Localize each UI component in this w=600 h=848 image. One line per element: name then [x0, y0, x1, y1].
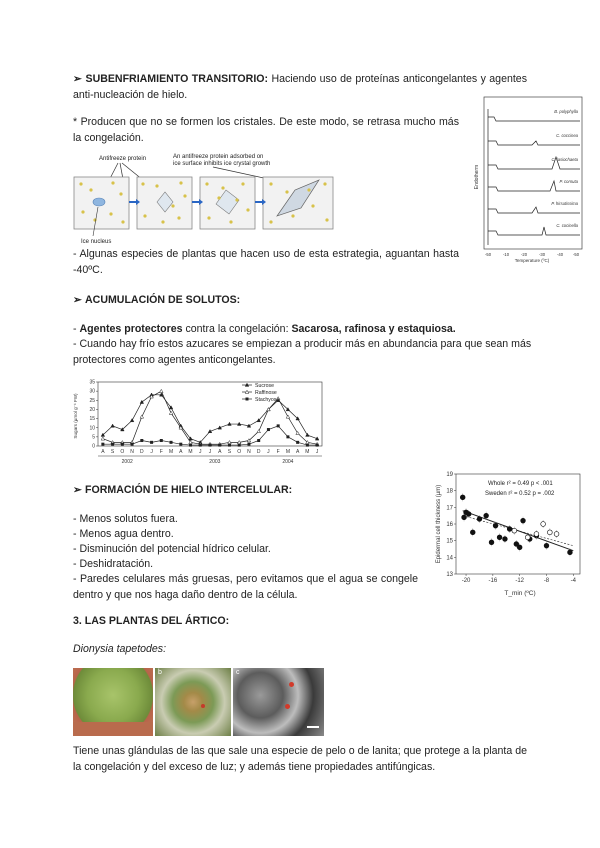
scatter-axes [456, 474, 580, 574]
scatter-ytick-label: 15 [446, 538, 453, 545]
sugar-point-stachyose [267, 428, 270, 431]
sugar-month-label: A [295, 449, 300, 455]
sugar-point-stachyose [316, 444, 319, 447]
scatter-ytick-label: 13 [446, 572, 453, 578]
sugar-point-stachyose [247, 443, 250, 446]
dsc-trace-label: C. lasiochaeta [551, 157, 578, 162]
sugar-point-stachyose [150, 441, 153, 444]
sugar-point-raffinose [296, 431, 300, 434]
protective-agents-label: Agentes protectores [79, 323, 183, 335]
dsc-ylabel: Endotherm [474, 164, 480, 190]
scatter-point-sweden [547, 530, 552, 535]
sugar-point-stachyose [228, 444, 231, 447]
scatter-point-sweden [534, 532, 539, 537]
sugar-month-label: J [315, 449, 319, 455]
scatter-ytick-label: 16 [446, 522, 453, 528]
sugar-year-label: 2003 [209, 459, 221, 465]
sugar-point-stachyose [179, 443, 182, 446]
sugar-point-stachyose [101, 443, 104, 446]
sugar-month-label: O [237, 449, 242, 455]
arrow-bullet-icon: ➢ [73, 484, 83, 496]
sugar-point-stachyose [170, 441, 173, 444]
sugar-ylabel: Sugars (µmol g⁻¹ FW) [73, 393, 78, 439]
scatter-point-whole [489, 540, 494, 545]
closing-paragraph: Tiene unas glándulas de las que sale una especie de pelo o de lanita; que protege a la planta de la congelación y del exceso de luz; y además tiene propiedades antifúngicas. [73, 745, 527, 773]
sugar-series-line-raffinose [103, 391, 317, 444]
dsc-xtick: -30 [538, 252, 546, 257]
sugar-ytick-label: 5 [92, 434, 95, 441]
scatter-xtick-label: -8 [543, 578, 550, 584]
scatter-point-whole [568, 550, 573, 555]
sugar-month-label: M [285, 449, 290, 455]
dsc-trace-label: P. cornuta [559, 179, 578, 184]
dash-prefix: - [73, 323, 80, 335]
scatter-point-whole [462, 515, 467, 520]
scatter-point-whole [517, 545, 522, 550]
section3-last-item: - Paredes celulares más gruesas, pero evitamos que el agua se congele dentro y que nos haga daño dentro de la célula. [73, 573, 418, 601]
scatter-point-whole [477, 517, 482, 522]
sugar-ytick-label: 15 [89, 416, 95, 423]
cushion-plant-photo [73, 668, 153, 736]
sugar-month-label: A [101, 449, 105, 455]
sugar-ytick-label: 35 [89, 379, 95, 386]
sugar-point-stachyose [296, 441, 299, 444]
section3-item: - Menos agua dentro. [73, 528, 174, 540]
section4-heading [73, 614, 229, 630]
sugar-months [101, 449, 319, 455]
line1-mid: contra la congelación: [182, 323, 292, 335]
sugar-month-label: J [150, 449, 153, 455]
scatter-xtick-label: -4 [570, 578, 576, 584]
scatter-point-whole [503, 537, 508, 542]
section2-line2: - Cuando hay frío estos azucares se empiezan a producir más en abundancia para que sean más protectores como agentes anticongelantes. [73, 338, 532, 366]
section1-intro [73, 72, 527, 103]
sugar-legend [242, 383, 279, 403]
sugar-month-label: A [218, 449, 222, 455]
arrow-bullet-icon: ➢ [73, 294, 83, 306]
sugar-point-raffinose [140, 415, 144, 418]
sugar-series [101, 389, 319, 446]
sugar-month-label: A [179, 449, 183, 455]
scatter-point-whole [466, 512, 471, 517]
sugar-month-label: N [130, 449, 134, 455]
sugar-month-label: F [159, 449, 163, 455]
dsc-xtick: -20 [520, 252, 528, 257]
scatter-ytick-label: 17 [446, 505, 453, 512]
dsc-xtick: -10 [502, 252, 510, 257]
scatter-point-whole [507, 527, 512, 532]
species-name: Dionysia tapetodes: [73, 643, 167, 655]
rosette-closeup-photo [155, 668, 231, 736]
section1-dash-text: - Algunas especies de plantas que hacen uso de esta estrategia, aguantan hasta -40ºC. [73, 248, 459, 276]
microscopy-glands-photo [233, 668, 324, 736]
scatter-xtick-label: -20 [461, 578, 471, 584]
sugar-point-raffinose [160, 389, 164, 392]
scatter-plot-frame [456, 474, 580, 574]
sugar-point-stachyose [121, 443, 124, 446]
sugar-ytick-label: 10 [89, 425, 95, 432]
sugar-point-stachyose [189, 444, 192, 447]
photo-panel-label: b [158, 669, 162, 676]
dsc-trace-label: P. hirsutissima [551, 201, 578, 206]
sugar-point-stachyose [209, 444, 212, 447]
scatter-xtick-label: -16 [488, 578, 498, 584]
sugar-point-stachyose [111, 443, 114, 446]
dsc-xtick: -40 [556, 252, 564, 257]
dsc-trace-label: C. coccinea [556, 133, 578, 138]
section2-line1 [73, 322, 527, 338]
sugar-point-sucrose [306, 433, 310, 436]
section1-intro-text: Haciendo uso de proteínas anticongelantes y agentes anti-nucleación de hielo. [73, 73, 527, 101]
arctic-plants-heading: 3. LAS PLANTAS DEL ÁRTICO: [73, 615, 230, 627]
section2-heading-line [73, 293, 240, 309]
scatter-point-whole [484, 513, 489, 518]
scatter-ytick-label: 18 [446, 488, 453, 495]
sugar-month-label: M [188, 449, 193, 455]
sugar-names: Sacarosa, rafinosa y estaquiosa. [291, 323, 456, 335]
antifreeze-label-adsorbed-1: An antifreeze protein adsorbed on [173, 154, 264, 160]
sugar-point-stachyose [199, 444, 202, 447]
sugar-month-label: F [276, 449, 280, 455]
sugar-point-stachyose [218, 444, 221, 447]
section3-heading-line [73, 483, 292, 499]
scatter-xlabel: T_min (ºC) [504, 590, 536, 597]
scatter-point-whole [497, 535, 502, 540]
section3-heading: FORMACIÓN DE HIELO INTERCELULAR: [85, 484, 293, 496]
section3-item: - Deshidratación. [73, 558, 154, 570]
sugar-ytick-label: 25 [89, 397, 95, 404]
sugar-month-label: J [267, 449, 270, 455]
antifreeze-label-protein: Antifreeze protein [99, 156, 147, 162]
sugar-month-label: O [120, 449, 125, 455]
sugar-month-label: D [140, 449, 144, 455]
antifreeze-diagram [73, 150, 335, 246]
scatter-point-sweden [541, 522, 546, 527]
dsc-figure [472, 95, 584, 263]
sugar-month-label: M [168, 449, 174, 455]
sugar-month-label: S [227, 449, 232, 455]
dsc-xtick: -50 [572, 252, 580, 257]
section3-item: - Disminución del potencial hídrico celular. [73, 543, 271, 555]
sugar-month-label: D [256, 449, 261, 455]
scatter-point-sweden [512, 528, 517, 533]
sugar-month-label: M [305, 449, 310, 455]
sugar-year-label: 2004 [282, 459, 294, 465]
scatter-chart [428, 470, 584, 598]
sugar-legend-label: Stachyose [255, 396, 280, 403]
scatter-points [460, 493, 573, 556]
antifreeze-label-adsorbed-2: ice surface inhibits ice crystal growth [173, 161, 271, 167]
scatter-ytick-label: 14 [446, 555, 453, 562]
sugar-point-stachyose [140, 439, 143, 442]
sugar-chart [72, 376, 326, 476]
sugar-point-stachyose [257, 439, 260, 442]
sugar-ytick-label: 0 [92, 443, 95, 450]
sugar-point-stachyose [238, 444, 241, 447]
scatter-legend-sweden: Sweden r² = 0.52 p = .002 [485, 491, 555, 497]
scatter-legend-whole: Whole r² = 0.49 p < .001 [488, 481, 553, 487]
section2-heading: ACUMULACIÓN DE SOLUTOS: [85, 294, 241, 306]
section1-bullet: * Producen que no se formen los cristales. De este modo, se retrasa mucho más la congelación. [73, 116, 459, 144]
scatter-ylabel: Epidermal cell thickness (µm) [436, 484, 442, 564]
sugar-point-raffinose [101, 437, 105, 440]
sugar-legend-label: Sucrose [255, 382, 275, 389]
sugar-point-raffinose [286, 415, 290, 418]
scatter-point-whole [544, 543, 549, 548]
sugar-ytick-label: 30 [89, 388, 95, 395]
sugar-point-stachyose [306, 444, 309, 447]
sugar-month-label: N [247, 449, 251, 455]
section3-item: - Menos solutos fuera. [73, 513, 178, 525]
sugar-point-raffinose [169, 411, 173, 414]
scatter-point-whole [470, 530, 475, 535]
scatter-point-whole [460, 495, 465, 500]
scatter-point-sweden [554, 532, 559, 537]
sugar-point-sucrose [111, 424, 115, 427]
sugar-point-raffinose [257, 430, 261, 433]
scatter-point-sweden [525, 535, 530, 540]
photo-panel-label: c [236, 669, 240, 676]
dsc-trace-label: B. polyphylla [554, 109, 578, 114]
sugar-years [122, 459, 294, 465]
sugar-point-stachyose [160, 439, 163, 442]
sugar-point-stachyose [131, 443, 134, 446]
sugar-year-label: 2002 [121, 459, 133, 465]
dsc-xlabel: Temperature (ºC) [514, 258, 550, 263]
scatter-point-whole [521, 518, 526, 523]
scatter-point-whole [493, 523, 498, 528]
dsc-xtick: -50 [484, 252, 492, 257]
sugar-legend-marker [246, 398, 249, 401]
scatter-xtick-label: -12 [515, 578, 525, 584]
sugar-month-label: S [110, 449, 115, 455]
section1-heading: SUBENFRIAMIENTO TRANSITORIO: [85, 73, 269, 85]
sugar-point-sucrose [130, 419, 134, 422]
sugar-point-stachyose [286, 435, 289, 438]
arrow-bullet-icon: ➢ [73, 73, 83, 85]
dsc-trace-label: C. cocinella [556, 223, 578, 228]
sugar-legend-label: Raffinose [255, 389, 277, 396]
sugar-point-stachyose [277, 424, 280, 427]
sugar-yticks [89, 380, 98, 450]
antifreeze-label-nucleus: Ice nucleus [81, 239, 112, 245]
sugar-ytick-label: 20 [89, 407, 95, 414]
sugar-month-label: J [208, 449, 212, 455]
scatter-ytick-label: 19 [446, 472, 453, 478]
sugar-month-label: J [199, 449, 202, 455]
